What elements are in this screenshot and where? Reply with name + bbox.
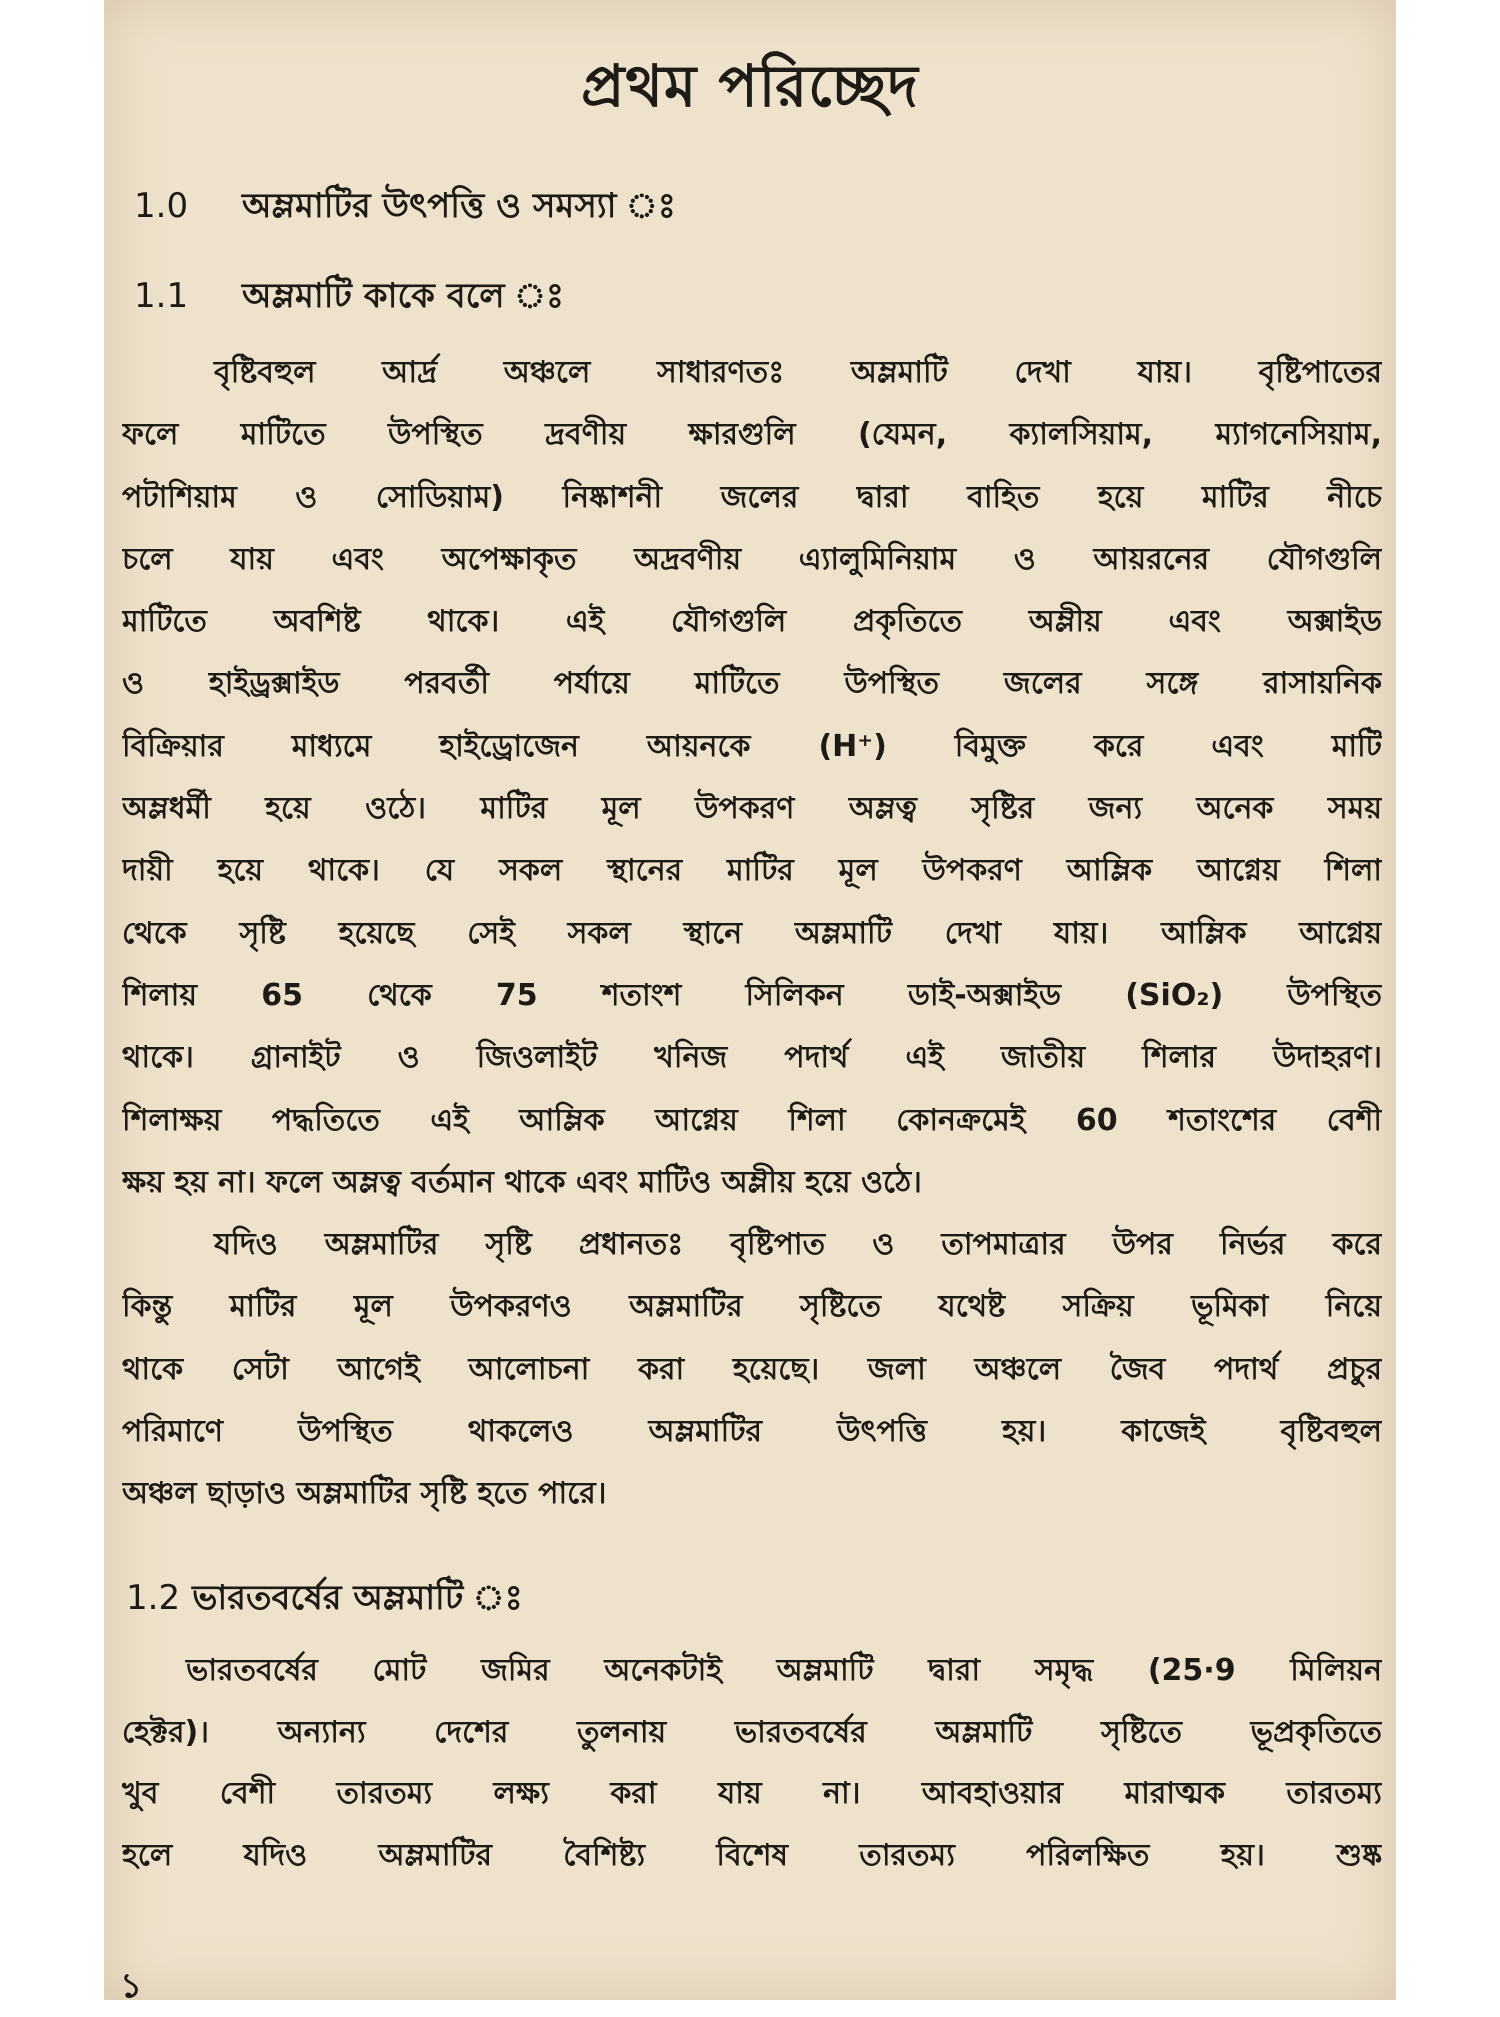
text-line: যদিও অম্লমাটির সৃষ্টি প্রধানতঃ বৃষ্টিপাত ও তাপমাত্রার উপর নির্ভর করে [214,1227,1382,1262]
text-line: ভারতবর্ষের মোট জমির অনেকটাই অম্লমাটি দ্বারা সমৃদ্ধ (25·9 মিলিয়ন [186,1653,1382,1688]
text-line: ও হাইড্রক্সাইড পরবর্তী পর্যায়ে মাটিতে উপস্থিত জলের সঙ্গে রাসায়নিক [122,666,1382,702]
section-title: অম্লমাটি কাকে বলে ঃ [242,276,565,316]
text-line: পটাশিয়াম ও সোডিয়াম) নিষ্কাশনী জলের দ্বারা বাহিত হয়ে মাটির নীচে [122,479,1382,515]
text-line: হলে যদিও অম্লমাটির বৈশিষ্ট্য বিশেষ তারতম্য পরিলক্ষিত হয়। শুষ্ক [122,1837,1382,1873]
text-line: খুব বেশী তারতম্য লক্ষ্য করা যায় না। আবহাওয়ার মারাত্মক তারতম্য [122,1776,1382,1811]
text-line: পরিমাণে উপস্থিত থাকলেও অম্লমাটির উৎপত্তি হয়। কাজেই বৃষ্টিবহুল [122,1413,1382,1449]
text-line: হেক্টর)। অন্যান্য দেশের তুলনায় ভারতবর্ষের অম্লমাটি সৃষ্টিতে ভূপ্রকৃতিতে [122,1714,1382,1750]
text-line: থেকে সৃষ্টি হয়েছে সেই সকল স্থানে অম্লমাটি দেখা যায়। আম্লিক আগ্নেয় [122,915,1382,951]
book-page [104,0,1396,2006]
text-line: বিক্রিয়ার মাধ্যমে হাইড্রোজেন আয়নকে (H⁺) বিমুক্ত করে এবং মাটি [122,728,1382,764]
section-title: ভারতবর্ষের অম্লমাটি ঃ [192,1578,523,1618]
chapter-title: প্রথম পরিচ্ছেদ [581,52,919,120]
section-number: 1.1 [134,276,189,316]
section-number: 1.0 [134,186,189,226]
text-line: থাকে সেটা আগেই আলোচনা করা হয়েছে। জলা অঞ্চলে জৈব পদার্থ প্রচুর [122,1351,1382,1387]
text-line: কিন্তু মাটির মূল উপকরণও অম্লমাটির সৃষ্টিতে যথেষ্ট সক্রিয় ভূমিকা নিয়ে [122,1289,1382,1325]
text-line: মাটিতে অবশিষ্ট থাকে। এই যৌগগুলি প্রকৃতিতে অম্লীয় এবং অক্সাইড [122,604,1382,640]
text-line: শিলায় 65 থেকে 75 শতাংশ সিলিকন ডাই-অক্সাইড (SiO₂) উপস্থিত [122,977,1382,1013]
text-line: থাকে। গ্রানাইট ও জিওলাইট খনিজ পদার্থ এই জাতীয় শিলার উদাহরণ। [122,1040,1382,1076]
paragraph-1 [122,342,1382,1214]
paragraph-3 [122,1640,1382,1886]
section-heading-1-2 [126,1572,523,1629]
text-line: শিলাক্ষয় পদ্ধতিতে এই আম্লিক আগ্নেয় শিলা কোনক্রমেই 60 শতাংশের বেশী [122,1102,1382,1138]
section-title: অম্লমাটির উৎপত্তি ও সমস্যা ঃ [242,186,676,226]
paragraph-2 [122,1214,1382,1525]
text-line: ফলে মাটিতে উপস্থিত দ্রবণীয় ক্ষারগুলি (যেমন, ক্যালসিয়াম, ম্যাগনেসিয়াম, [122,417,1382,453]
section-number: 1.2 [126,1578,181,1618]
section-heading-1-1 [134,270,564,327]
page-number: ১ [120,1966,143,2006]
text-line: অম্লধর্মী হয়ে ওঠে। মাটির মূল উপকরণ অম্লত্ব সৃষ্টির জন্য অনেক সময় [122,791,1382,827]
text-line: বৃষ্টিবহুল আর্দ্র অঞ্চলে সাধারণতঃ অম্লমাটি দেখা যায়। বৃষ্টিপাতের [214,355,1382,390]
text-line: দায়ী হয়ে থাকে। যে সকল স্থানের মাটির মূল উপকরণ আম্লিক আগ্নেয় শিলা [122,853,1382,889]
section-heading-1-0 [134,180,676,237]
text-line: অঞ্চল ছাড়াও অম্লমাটির সৃষ্টি হতে পারে। [122,1476,607,1512]
text-line: ক্ষয় হয় না। ফলে অম্লত্ব বর্তমান থাকে এবং মাটিও অম্লীয় হয়ে ওঠে। [122,1164,922,1200]
text-line: চলে যায় এবং অপেক্ষাকৃত অদ্রবণীয় এ্যালুমিনিয়াম ও আয়রনের যৌগগুলি [122,541,1382,577]
